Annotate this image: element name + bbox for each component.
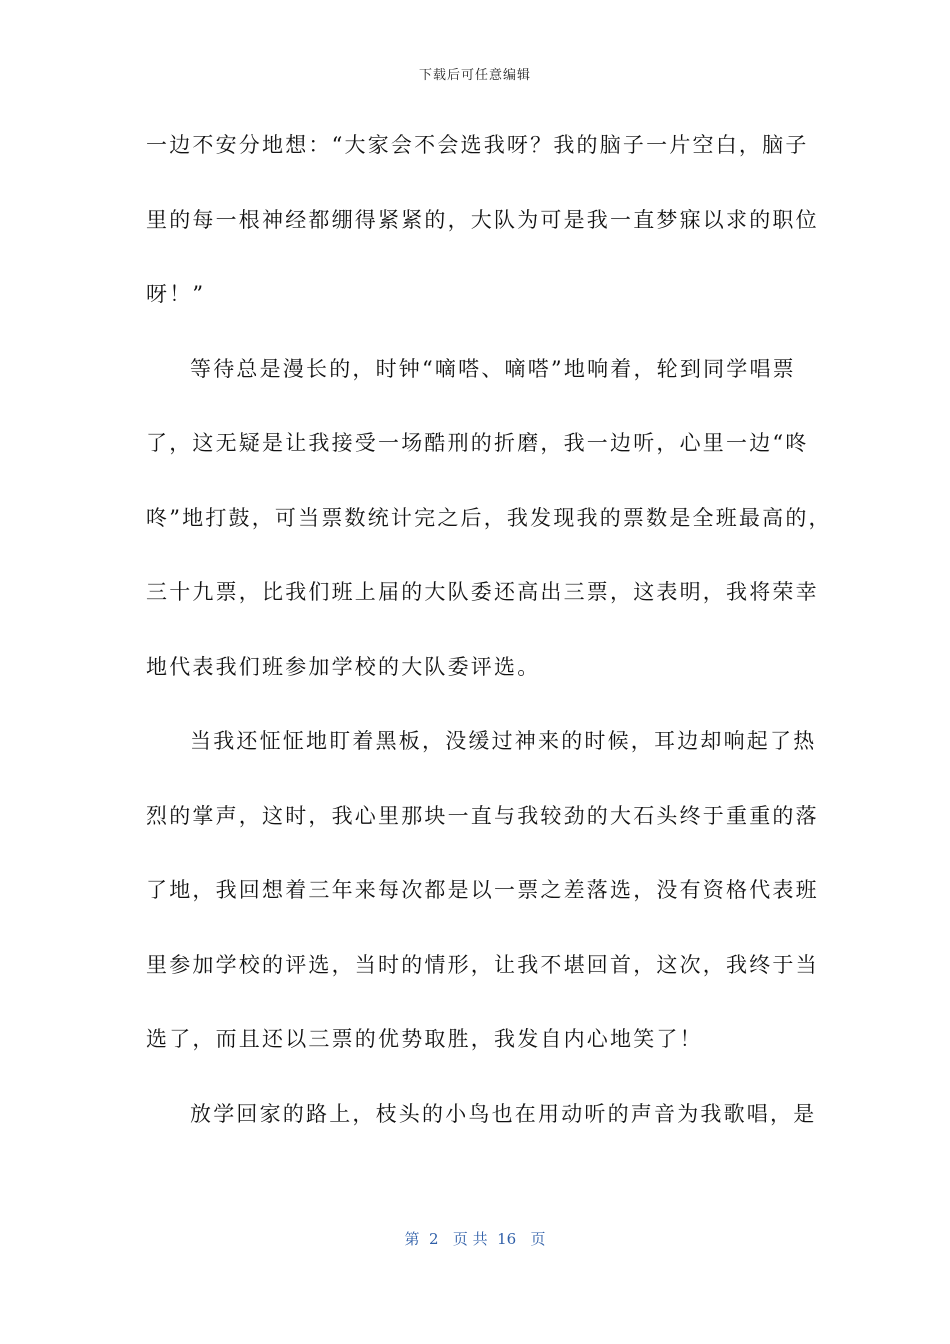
paragraph-start-line: 当我还怔怔地盯着黑板，没缓过神来的时候，耳边却响起了热 <box>190 729 817 753</box>
text-line: 咚”地打鼓，可当票数统计完之后，我发现我的票数是全班最高的， <box>146 505 832 530</box>
paragraph-start-line: 等待总是漫长的，时钟“嘀嗒、嘀嗒”地响着，轮到同学唱票 <box>190 356 796 381</box>
text-line: 烈的掌声，这时，我心里那块一直与我较劲的大石头终于重重的落 <box>146 803 819 828</box>
page-number-footer: 第 2 页 共 16 页 <box>404 1230 546 1248</box>
text-line: 了地，我回想着三年来每次都是以一票之差落选，没有资格代表班 <box>146 878 819 902</box>
text-line: 选了，而且还以三票的优势取胜，我发自内心地笑了！ <box>146 1027 703 1051</box>
text-line: 了，这无疑是让我接受一场酷刑的折磨，我一边听，心里一边“咚 <box>146 431 809 455</box>
text-line: 呀！” <box>146 282 206 306</box>
page-header: 下载后可任意编辑 <box>418 68 531 83</box>
text-line: 地代表我们班参加学校的大队委评选。 <box>146 654 541 679</box>
text-line: 里参加学校的评选，当时的情形，让我不堪回首，这次，我终于当 <box>146 952 819 977</box>
text-line: 一边不安分地想：“大家会不会选我呀？我的脑子一片空白，脑子 <box>146 133 809 157</box>
paragraph-start-line: 放学回家的路上，枝头的小鸟也在用动听的声音为我歌唱，是 <box>190 1101 817 1126</box>
text-line: 里的每一根神经都绷得紧紧的，大队为可是我一直梦寐以求的职位 <box>146 207 819 232</box>
text-line: 三十九票，比我们班上届的大队委还高出三票，这表明，我将荣幸 <box>146 580 819 604</box>
document-body <box>146 118 832 1161</box>
